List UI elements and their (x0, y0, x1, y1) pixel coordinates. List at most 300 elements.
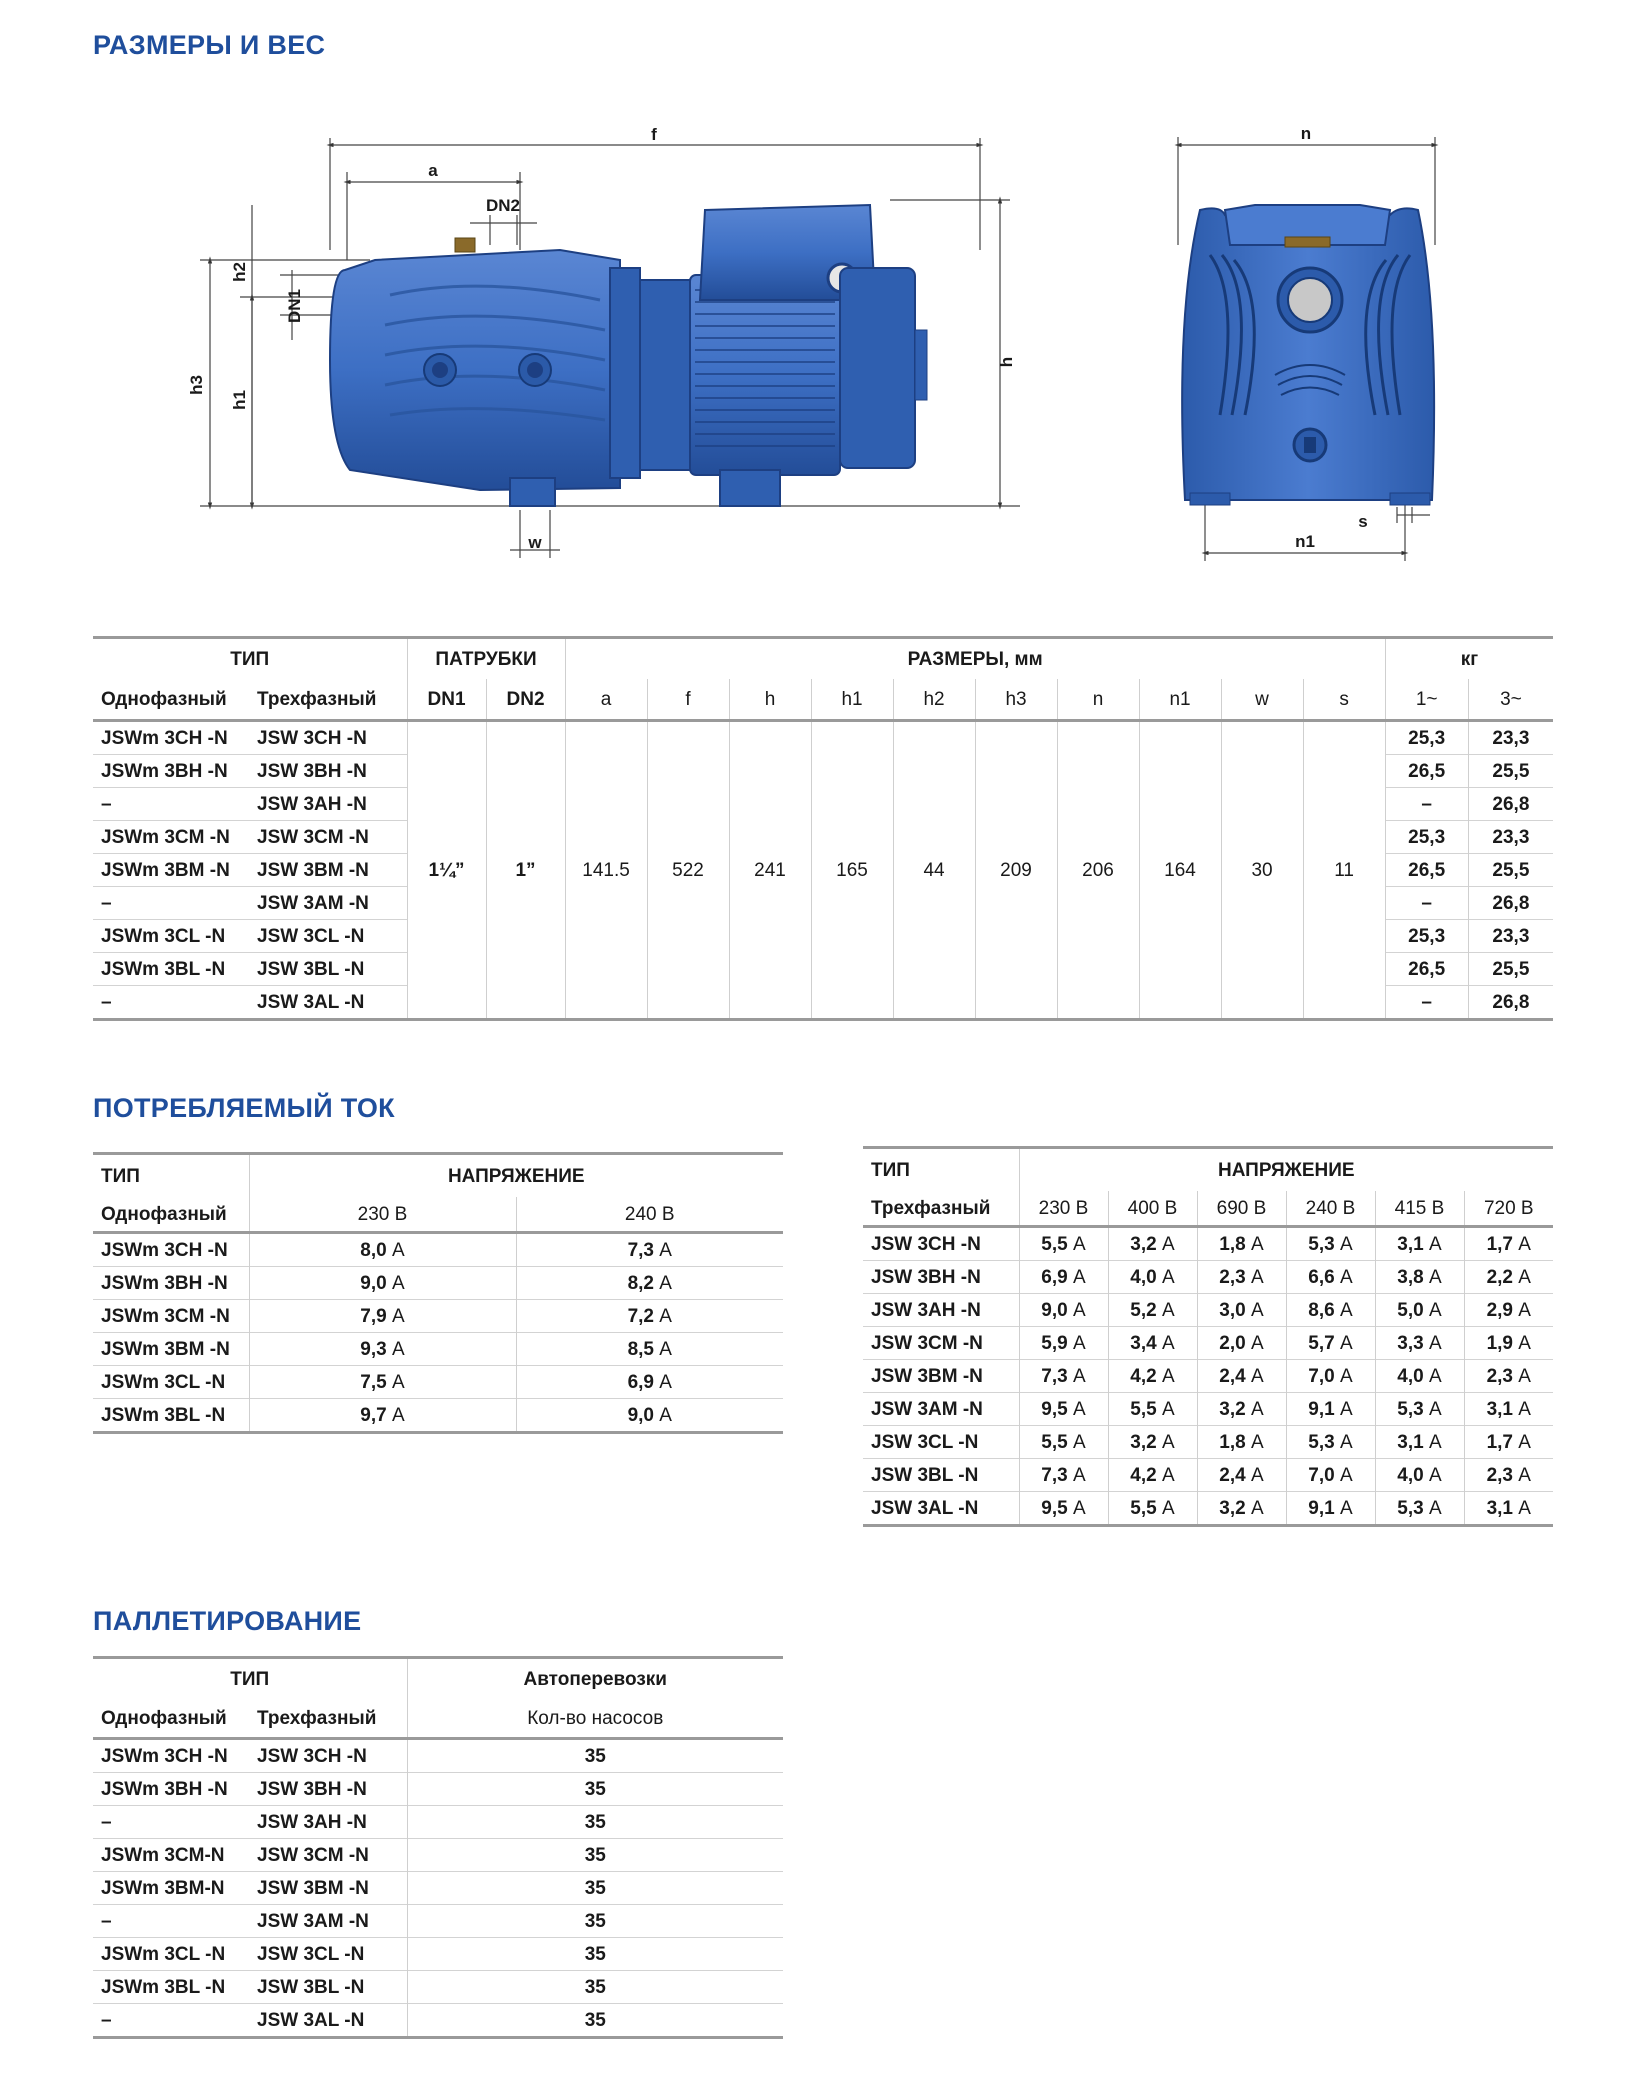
current-value (1464, 1426, 1553, 1459)
current-amount: 3,2 (1130, 1431, 1157, 1453)
size-h3-value: 209 (975, 721, 1057, 1020)
current-amount: 7,5 (360, 1371, 387, 1393)
size-col-n: n (1057, 679, 1139, 721)
current-unit: A (1340, 1497, 1353, 1519)
pump-qty: 35 (584, 1745, 606, 1767)
voltage-415: 415 В (1375, 1191, 1464, 1227)
pump-side-view-drawing (180, 110, 1060, 570)
size-a-value: 141.5 (565, 721, 647, 1020)
three-type: JSW 3BL -N (249, 1971, 407, 2004)
current-amount: 2,3 (1486, 1365, 1513, 1387)
current-unit: A (1340, 1266, 1353, 1288)
pump-qty: 35 (584, 1877, 606, 1899)
current-amount: 2,3 (1219, 1266, 1246, 1288)
sub-dn1: DN1 (407, 679, 486, 721)
pump-type: JSW 3BH -N (863, 1261, 1019, 1294)
size-col-h1: h1 (811, 679, 893, 721)
voltage-400: 400 В (1108, 1191, 1197, 1227)
sub-qty: Кол-во насосов (527, 1707, 664, 1729)
current-amount: 4,0 (1397, 1365, 1424, 1387)
current-unit: A (659, 1272, 672, 1294)
single-type: JSWm 3BH -N (101, 1778, 228, 1800)
current-unit: A (1251, 1497, 1264, 1519)
current-amount: 5,7 (1308, 1332, 1335, 1354)
palletizing-table (93, 1656, 783, 2039)
kg-single: 25,3 (1385, 721, 1468, 755)
current-unit: A (1162, 1497, 1175, 1519)
kg-three: 25,5 (1492, 958, 1530, 980)
kg-three: 25,5 (1492, 760, 1530, 782)
current-unit: A (392, 1338, 405, 1360)
col-kg: кг (1460, 648, 1479, 670)
current-value (1464, 1227, 1553, 1261)
current-unit: A (1162, 1233, 1175, 1255)
pump-type: JSW 3AM -N (863, 1393, 1019, 1426)
pump-type: JSWm 3BM -N (93, 1333, 249, 1366)
current-value (1286, 1294, 1375, 1327)
current-unit: A (1429, 1365, 1442, 1387)
current-value (1286, 1327, 1375, 1360)
current-amount: 3,1 (1486, 1497, 1513, 1519)
current-unit: A (1518, 1365, 1531, 1387)
current-value (1019, 1459, 1108, 1492)
voltage-720: 720 В (1483, 1197, 1534, 1219)
current-amount: 2,0 (1219, 1332, 1246, 1354)
current-unit: A (659, 1404, 672, 1426)
table-row (93, 1773, 783, 1806)
current-amount: 6,6 (1308, 1266, 1335, 1288)
table-row (93, 1267, 783, 1300)
current-value (1019, 1360, 1108, 1393)
dn2-value: 1” (486, 721, 565, 1020)
current-amount: 5,3 (1397, 1497, 1424, 1519)
label-a: a (428, 161, 438, 180)
single-type: JSWm 3BM-N (101, 1877, 225, 1899)
kg-single: – (1385, 986, 1468, 1020)
single-type: – (101, 2009, 112, 2031)
current-unit: A (1073, 1233, 1086, 1255)
col-type: ТИП (93, 1658, 407, 1700)
single-type: JSWm 3BL -N (101, 1976, 226, 1998)
current-value (516, 1333, 783, 1366)
current-amount: 1,8 (1219, 1233, 1246, 1255)
sub-type: Однофазный (93, 1197, 249, 1233)
current-value (1286, 1360, 1375, 1393)
current-amount: 8,2 (627, 1272, 654, 1294)
three-type: JSW 3CM -N (249, 821, 407, 854)
current-amount: 1,7 (1486, 1233, 1513, 1255)
single-type: JSWm 3BM -N (101, 859, 230, 881)
current-unit: A (1251, 1266, 1264, 1288)
current-unit: A (1251, 1365, 1264, 1387)
col-type: ТИП (93, 1154, 249, 1198)
single-type: JSWm 3CM-N (101, 1844, 225, 1866)
kg-three: 26,8 (1492, 892, 1530, 914)
kg-three: 23,3 (1492, 925, 1530, 947)
current-amount: 3,1 (1486, 1398, 1513, 1420)
current-value (1286, 1492, 1375, 1526)
voltage-230: 230 В (249, 1197, 516, 1233)
table-row (863, 1426, 1553, 1459)
single-type: JSWm 3CM -N (101, 826, 230, 848)
current-unit: A (1162, 1365, 1175, 1387)
single-type: JSWm 3BH -N (101, 760, 228, 782)
current-value (1019, 1393, 1108, 1426)
current-amount: 2,9 (1486, 1299, 1513, 1321)
current-unit: A (1162, 1266, 1175, 1288)
current-amount: 5,3 (1308, 1233, 1335, 1255)
current-unit: A (1251, 1233, 1264, 1255)
size-col-h: h (729, 679, 811, 721)
current-amount: 5,5 (1130, 1398, 1157, 1420)
size-s-value: 11 (1303, 721, 1385, 1020)
size-n-value: 206 (1057, 721, 1139, 1020)
current-amount: 1,7 (1486, 1431, 1513, 1453)
current-value (249, 1233, 516, 1267)
label-h: h (997, 356, 1016, 368)
voltage-240: 240 В (624, 1203, 675, 1225)
current-unit: A (1518, 1332, 1531, 1354)
current-unit: A (1162, 1299, 1175, 1321)
kg-three: 25,5 (1492, 859, 1530, 881)
size-h2-value: 44 (893, 721, 975, 1020)
current-value (1375, 1261, 1464, 1294)
three-type: JSW 3AL -N (249, 986, 407, 1020)
col-voltage: НАПРЯЖЕНИЕ (447, 1165, 585, 1187)
current-unit: A (659, 1305, 672, 1327)
kg-single: – (1385, 887, 1468, 920)
current-amount: 5,3 (1308, 1431, 1335, 1453)
current-value (1286, 1261, 1375, 1294)
current-unit: A (1162, 1332, 1175, 1354)
current-value (1108, 1459, 1197, 1492)
current-amount: 7,2 (627, 1305, 654, 1327)
pump-type: JSWm 3CL -N (93, 1366, 249, 1399)
size-col-h3: h3 (975, 679, 1057, 721)
pump-qty: 35 (584, 1811, 606, 1833)
pump-type: JSW 3AL -N (863, 1492, 1019, 1526)
pump-qty: 35 (584, 1910, 606, 1932)
current-unit: A (392, 1404, 405, 1426)
current-amount: 7,3 (1041, 1464, 1068, 1486)
kg-three: 26,8 (1492, 991, 1530, 1013)
current-amount: 7,0 (1308, 1464, 1335, 1486)
current-value (1019, 1327, 1108, 1360)
single-type: JSWm 3CL -N (101, 1943, 226, 1965)
current-value (1464, 1459, 1553, 1492)
current-amount: 5,9 (1041, 1332, 1068, 1354)
pump-type: JSWm 3BH -N (93, 1267, 249, 1300)
table-row (863, 1360, 1553, 1393)
current-value (1197, 1393, 1286, 1426)
col-sizes: РАЗМЕРЫ, мм (565, 638, 1385, 680)
size-col-f: f (647, 679, 729, 721)
pump-type: JSW 3BL -N (863, 1459, 1019, 1492)
col-ports: ПАТРУБКИ (407, 638, 565, 680)
current-value (1375, 1227, 1464, 1261)
current-value (1108, 1426, 1197, 1459)
current-unit: A (659, 1371, 672, 1393)
current-value (516, 1300, 783, 1333)
table-row (93, 1233, 783, 1267)
label-h1: h1 (230, 390, 249, 410)
table-row (863, 1492, 1553, 1526)
current-amount: 3,8 (1397, 1266, 1424, 1288)
label-dn2: DN2 (485, 196, 521, 215)
three-type: JSW 3AM -N (249, 1905, 407, 1938)
size-n1-value: 164 (1139, 721, 1221, 1020)
current-amount: 5,2 (1130, 1299, 1157, 1321)
current-unit: A (1429, 1464, 1442, 1486)
current-value (1375, 1426, 1464, 1459)
current-value (1108, 1360, 1197, 1393)
kg-single: 26,5 (1385, 953, 1468, 986)
current-amount: 4,0 (1397, 1464, 1424, 1486)
col-voltage: НАПРЯЖЕНИЕ (1217, 1159, 1355, 1181)
kg-single: – (1385, 788, 1468, 821)
current-amount: 3,2 (1219, 1398, 1246, 1420)
current-amount: 9,0 (1041, 1299, 1068, 1321)
dn1-value: 1¼” (407, 721, 486, 1020)
kg-single: 25,3 (1385, 920, 1468, 953)
current-amount: 5,5 (1041, 1431, 1068, 1453)
current-title: ПОТРЕБЛЯЕМЫЙ ТОК (93, 1093, 395, 1123)
current-value (1464, 1294, 1553, 1327)
current-value (1464, 1393, 1553, 1426)
current-value (1375, 1492, 1464, 1526)
current-value (1197, 1294, 1286, 1327)
current-unit: A (1518, 1431, 1531, 1453)
current-unit: A (1073, 1266, 1086, 1288)
current-amount: 8,5 (627, 1338, 654, 1360)
current-amount: 3,2 (1130, 1233, 1157, 1255)
sub-three: Трехфазный (249, 679, 407, 721)
current-value (1286, 1393, 1375, 1426)
size-h-value: 241 (729, 721, 811, 1020)
current-value (1197, 1261, 1286, 1294)
current-value (1464, 1261, 1553, 1294)
current-three-phase-table (863, 1146, 1553, 1527)
current-amount: 7,9 (360, 1305, 387, 1327)
kg-col-3: 3~ (1500, 688, 1522, 710)
palletizing-title: ПАЛЛЕТИРОВАНИЕ (93, 1606, 362, 1636)
current-value (1375, 1360, 1464, 1393)
pump-type: JSW 3CM -N (863, 1327, 1019, 1360)
pump-type: JSW 3BM -N (863, 1360, 1019, 1393)
current-unit: A (1073, 1431, 1086, 1453)
current-value (516, 1267, 783, 1300)
current-unit: A (1518, 1266, 1531, 1288)
current-value (1375, 1393, 1464, 1426)
size-col-s: s (1303, 679, 1385, 721)
table-row (863, 1327, 1553, 1360)
current-unit: A (1518, 1464, 1531, 1486)
single-type: – (101, 1910, 112, 1932)
current-unit: A (1073, 1497, 1086, 1519)
col-type: ТИП (93, 638, 407, 680)
label-f: f (651, 125, 657, 144)
col-type: ТИП (863, 1148, 1019, 1192)
current-amount: 9,3 (360, 1338, 387, 1360)
current-amount: 5,5 (1130, 1497, 1157, 1519)
sub-type: Трехфазный (863, 1191, 1019, 1227)
current-amount: 3,1 (1397, 1431, 1424, 1453)
current-unit: A (392, 1371, 405, 1393)
current-unit: A (1518, 1497, 1531, 1519)
current-value (1019, 1261, 1108, 1294)
current-amount: 9,5 (1041, 1398, 1068, 1420)
current-value (1197, 1459, 1286, 1492)
table-row (863, 1261, 1553, 1294)
current-unit: A (1340, 1464, 1353, 1486)
current-value (1019, 1426, 1108, 1459)
current-amount: 7,3 (1041, 1365, 1068, 1387)
sub-single: Однофазный (101, 688, 227, 710)
current-value (1286, 1426, 1375, 1459)
current-value (1197, 1327, 1286, 1360)
current-unit: A (392, 1272, 405, 1294)
current-unit: A (1429, 1233, 1442, 1255)
current-value (1197, 1360, 1286, 1393)
current-value (516, 1366, 783, 1399)
current-unit: A (1340, 1233, 1353, 1255)
three-type: JSW 3BH -N (249, 1773, 407, 1806)
current-value (1375, 1459, 1464, 1492)
kg-single: 26,5 (1385, 854, 1468, 887)
dimensions-table (93, 636, 1553, 1021)
current-unit: A (1429, 1332, 1442, 1354)
pump-qty: 35 (584, 1778, 606, 1800)
table-row (93, 1905, 783, 1938)
current-value (1019, 1294, 1108, 1327)
three-type: JSW 3CL -N (249, 1938, 407, 1971)
table-row (93, 1872, 783, 1905)
pump-qty: 35 (584, 1976, 606, 1998)
three-type: JSW 3BH -N (249, 755, 407, 788)
current-amount: 5,0 (1397, 1299, 1424, 1321)
current-amount: 9,1 (1308, 1497, 1335, 1519)
table-row (93, 1806, 783, 1839)
label-s: s (1358, 512, 1368, 531)
size-h1-value: 165 (811, 721, 893, 1020)
current-value (1464, 1360, 1553, 1393)
pump-type: JSWm 3BL -N (93, 1399, 249, 1433)
current-amount: 3,1 (1397, 1233, 1424, 1255)
pump-type: JSW 3CL -N (863, 1426, 1019, 1459)
pump-type: JSWm 3CM -N (93, 1300, 249, 1333)
kg-three: 23,3 (1492, 727, 1530, 749)
three-type: JSW 3AH -N (249, 788, 407, 821)
current-amount: 4,2 (1130, 1464, 1157, 1486)
current-amount: 2,4 (1219, 1365, 1246, 1387)
single-type: – (101, 991, 112, 1013)
label-w: w (528, 533, 542, 552)
kg-three: 26,8 (1492, 793, 1530, 815)
current-amount: 4,0 (1130, 1266, 1157, 1288)
current-unit: A (1162, 1431, 1175, 1453)
label-h3: h3 (187, 375, 206, 395)
current-unit: A (1340, 1431, 1353, 1453)
current-amount: 5,3 (1397, 1398, 1424, 1420)
current-value (1197, 1492, 1286, 1526)
three-type: JSW 3CH -N (249, 1739, 407, 1773)
current-unit: A (1073, 1299, 1086, 1321)
current-value (1019, 1492, 1108, 1526)
current-amount: 1,8 (1219, 1431, 1246, 1453)
kg-three: 23,3 (1492, 826, 1530, 848)
single-type: JSWm 3CH -N (101, 727, 228, 749)
three-type: JSW 3BM -N (249, 1872, 407, 1905)
size-col-a: a (565, 679, 647, 721)
pump-front-view-drawing (1160, 115, 1460, 575)
current-unit: A (1251, 1464, 1264, 1486)
current-unit: A (659, 1239, 672, 1261)
current-value (1464, 1327, 1553, 1360)
single-type: JSWm 3BL -N (101, 958, 226, 980)
current-value (1197, 1426, 1286, 1459)
current-unit: A (1340, 1398, 1353, 1420)
current-unit: A (1518, 1233, 1531, 1255)
table-row (93, 1300, 783, 1333)
table-row (93, 1839, 783, 1872)
table-row (863, 1227, 1553, 1261)
current-unit: A (1518, 1398, 1531, 1420)
current-value (1375, 1294, 1464, 1327)
table-row (863, 1393, 1553, 1426)
size-w-value: 30 (1221, 721, 1303, 1020)
current-amount: 2,4 (1219, 1464, 1246, 1486)
current-value (249, 1366, 516, 1399)
current-single-phase-table (93, 1152, 783, 1434)
current-value (1108, 1227, 1197, 1261)
three-type: JSW 3AM -N (249, 887, 407, 920)
current-unit: A (1073, 1464, 1086, 1486)
current-unit: A (1429, 1431, 1442, 1453)
current-value (516, 1233, 783, 1267)
current-unit: A (1073, 1398, 1086, 1420)
current-value (516, 1399, 783, 1433)
table-row (863, 1294, 1553, 1327)
current-unit: A (1340, 1365, 1353, 1387)
single-type: – (101, 793, 112, 815)
current-value (249, 1300, 516, 1333)
current-value (1375, 1327, 1464, 1360)
three-type: JSW 3CH -N (249, 721, 407, 755)
size-col-n1: n1 (1139, 679, 1221, 721)
size-col-h2: h2 (893, 679, 975, 721)
pump-qty: 35 (584, 2009, 606, 2031)
current-unit: A (392, 1239, 405, 1261)
voltage-240: 240 В (1286, 1191, 1375, 1227)
current-unit: A (1251, 1332, 1264, 1354)
three-type: JSW 3AL -N (249, 2004, 407, 2038)
kg-col-1: 1~ (1385, 679, 1468, 721)
current-unit: A (1162, 1464, 1175, 1486)
table-row (93, 1971, 783, 2004)
voltage-230: 230 В (1019, 1191, 1108, 1227)
current-amount: 9,0 (627, 1404, 654, 1426)
pump-type: JSW 3AH -N (863, 1294, 1019, 1327)
pump-qty: 35 (584, 1943, 606, 1965)
sub-single: Однофазный (101, 1707, 227, 1729)
table-row (93, 1333, 783, 1366)
table-row (93, 721, 1553, 755)
three-type: JSW 3BM -N (249, 854, 407, 887)
current-amount: 1,9 (1486, 1332, 1513, 1354)
current-value (249, 1399, 516, 1433)
current-amount: 7,0 (1308, 1365, 1335, 1387)
current-value (1286, 1459, 1375, 1492)
